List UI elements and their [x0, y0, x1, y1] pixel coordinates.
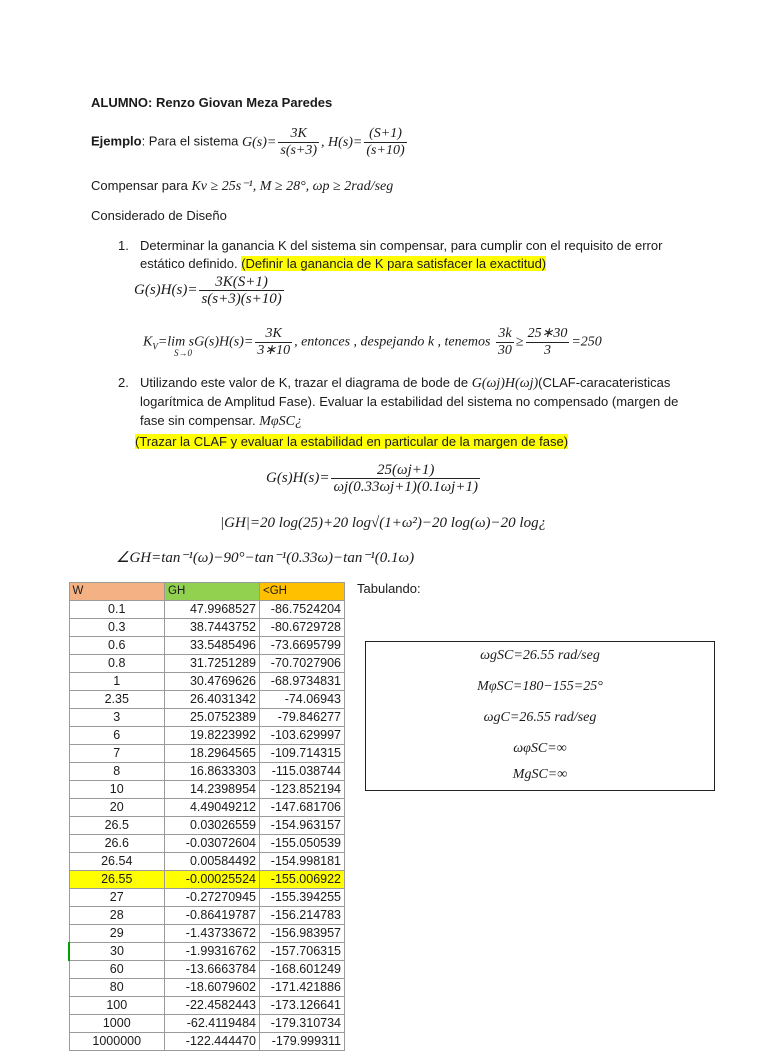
phase-equation: ∠GH=tan⁻¹(ω)−90°−tan⁻¹(0.33ω)−tan⁻¹(0.1ω): [116, 550, 415, 566]
kv-limsub: S→0: [174, 348, 192, 358]
table-cell: 0.1: [69, 601, 165, 619]
table-row: [69, 979, 345, 997]
kv-result: =250: [571, 334, 602, 350]
example-label: Ejemplo: [91, 133, 142, 149]
table-cell: 27: [69, 889, 165, 907]
g-denominator: s(s+3): [280, 143, 318, 158]
table-cell: 26.4031342: [165, 691, 260, 709]
table-row: [69, 727, 345, 745]
table-cell: 4.49049212: [165, 799, 260, 817]
table-cell: 60: [69, 961, 165, 979]
kv-sub: V: [152, 341, 158, 352]
table-cell: 2.35: [69, 691, 165, 709]
step2-line3-math: MφSC¿: [259, 414, 302, 429]
table-cell: -115.038744: [260, 763, 345, 781]
table-cell: 80: [69, 979, 165, 997]
table-row: [69, 799, 345, 817]
table-cell: -13.6663784: [165, 961, 260, 979]
table-cell: 8: [69, 763, 165, 781]
step1-highlight: (Definir la ganancia de K para satisfacer la exactitud): [241, 256, 547, 271]
step2-line1a: Utilizando este valor de K, trazar el diagrama de bode de: [140, 375, 469, 390]
table-cell: 30: [69, 943, 165, 961]
table-row: [69, 1015, 345, 1033]
table-cell: 28: [69, 907, 165, 925]
table-cell: -86.7524204: [260, 601, 345, 619]
result-wgsc: ωgSC=26.55 rad/seg: [480, 648, 600, 663]
table-cell: -0.86419787: [165, 907, 260, 925]
table-cell: -154.963157: [260, 817, 345, 835]
table-cell: 1: [69, 673, 165, 691]
table-cell: 6: [69, 727, 165, 745]
table-cell: -156.214783: [260, 907, 345, 925]
table-cell: -0.00025524: [165, 871, 260, 889]
table-cell: 10: [69, 781, 165, 799]
table-row: [69, 853, 345, 871]
table-cell: -156.983957: [260, 925, 345, 943]
kv-lim: =lim sG(s)H(s)=: [157, 334, 254, 350]
step2-number: 2.: [118, 375, 129, 390]
table-cell: 20: [69, 799, 165, 817]
kv-den2: 30: [497, 343, 512, 358]
table-row: [69, 601, 345, 619]
table-cell: 0.8: [69, 655, 165, 673]
table-row: [69, 871, 345, 889]
table-cell: -79.846277: [260, 709, 345, 727]
step1-line2: [140, 255, 546, 273]
table-cell: -157.706315: [260, 943, 345, 961]
table-cell: 18.2964565: [165, 745, 260, 763]
table-cell: -0.03072604: [165, 835, 260, 853]
table-header-row: [69, 583, 345, 601]
kv-text: , entonces , despejando k , tenemos: [294, 334, 491, 350]
table-row: [69, 619, 345, 637]
table-cell: 1000000: [69, 1033, 165, 1051]
table-cell: 0.3: [69, 619, 165, 637]
table-cell: -171.421886: [260, 979, 345, 997]
step2-gh-num: 25(ωj+1): [331, 462, 480, 479]
step2-line1b: (CLAF-caracateristicas: [538, 375, 671, 390]
table-cell: -62.4119484: [165, 1015, 260, 1033]
table-cell: 31.7251289: [165, 655, 260, 673]
table-cell: 1000: [69, 1015, 165, 1033]
kv-num3: 25∗30: [527, 326, 568, 341]
h-lhs: , H(s)=: [321, 134, 363, 150]
bode-data-table: [68, 582, 345, 1051]
table-row: [69, 637, 345, 655]
kv-den3: 3: [543, 343, 551, 358]
result-wphisc: ωφSC=∞: [513, 741, 567, 756]
table-cell: 38.7443752: [165, 619, 260, 637]
compensate-line: [91, 177, 393, 196]
kv-equation: [143, 326, 602, 359]
magnitude-equation: |GH|=20 log(25)+20 log√(1+ω²)−20 log(ω)−20 log¿: [220, 515, 547, 531]
step2-line1-math: G(ωj)H(ωj): [471, 376, 539, 391]
step2-gh-den: ωj(0.33ωj+1)(0.1ωj+1): [333, 479, 478, 495]
table-cell: -1.99316762: [165, 943, 260, 961]
table-cell: 7: [69, 745, 165, 763]
table-row: [69, 835, 345, 853]
table-cell: 19.8223992: [165, 727, 260, 745]
table-cell: 16.8633303: [165, 763, 260, 781]
table-cell: 26.6: [69, 835, 165, 853]
g-numerator: 3K: [278, 126, 319, 143]
kv-num: 3K: [255, 326, 292, 343]
table-cell: -168.601249: [260, 961, 345, 979]
table-cell: -147.681706: [260, 799, 345, 817]
bode-table: [68, 582, 345, 1048]
table-cell: -22.4582443: [165, 997, 260, 1015]
table-cell: 29: [69, 925, 165, 943]
table-cell: 47.9968527: [165, 601, 260, 619]
step2-line1: [140, 374, 670, 393]
table-row: [69, 655, 345, 673]
h-denominator: (s+10): [366, 143, 405, 158]
step1-gh-den: s(s+3)(s+10): [201, 291, 282, 307]
table-cell: 30.4769626: [165, 673, 260, 691]
table-cell: 0.00584492: [165, 853, 260, 871]
compensate-text: Compensar para: [91, 178, 188, 193]
table-cell: -155.006922: [260, 871, 345, 889]
result-wgc: ωgC=26.55 rad/seg: [483, 710, 597, 725]
student-name: ALUMNO: Renzo Giovan Meza Paredes: [91, 95, 333, 110]
table-cell: -74.06943: [260, 691, 345, 709]
table-cell: -70.7027906: [260, 655, 345, 673]
example-text: : Para el sistema: [141, 133, 239, 149]
table-cell: 100: [69, 997, 165, 1015]
table-row: [69, 781, 345, 799]
table-cell: 26.54: [69, 853, 165, 871]
tabulando-label: Tabulando:: [357, 581, 421, 596]
table-cell: -179.999311: [260, 1033, 345, 1051]
table-header-cell: <GH: [260, 583, 345, 601]
table-cell: -18.6079602: [165, 979, 260, 997]
step2-gh-equation: [266, 462, 482, 495]
table-row: [69, 997, 345, 1015]
step1-line1: Determinar la ganancia K del sistema sin compensar, para cumplir con el requisito de error: [140, 238, 663, 253]
design-title: Considerado de Diseño: [91, 208, 227, 223]
result-mgsc: MgSC=∞: [512, 767, 568, 782]
results-box: [365, 641, 715, 791]
table-header-cell: GH: [165, 583, 260, 601]
step2-highlight-line: [135, 433, 568, 451]
table-cell: -1.43733672: [165, 925, 260, 943]
step2-line2: logarítmica de Amplitud Fase). Evaluar la estabilidad del sistema no compensado (margen de: [140, 394, 679, 409]
table-cell: 26.5: [69, 817, 165, 835]
step1-gh-num: 3K(S+1): [199, 274, 283, 291]
kv-num2: 3k: [496, 326, 514, 343]
kv-lhs: K: [143, 334, 153, 350]
table-cell: -123.852194: [260, 781, 345, 799]
table-cell: -103.629997: [260, 727, 345, 745]
table-cell: -155.050539: [260, 835, 345, 853]
step1-gh-lhs: G(s)H(s)=: [134, 281, 198, 298]
table-cell: 33.5485496: [165, 637, 260, 655]
table-cell: -122.444470: [165, 1033, 260, 1051]
table-cell: 14.2398954: [165, 781, 260, 799]
table-row: [69, 907, 345, 925]
step2-gh-lhs: G(s)H(s)=: [266, 469, 330, 486]
step2-line3: [140, 412, 302, 431]
table-row: [69, 889, 345, 907]
step1-number: 1.: [118, 238, 129, 253]
table-cell: -173.126641: [260, 997, 345, 1015]
step1-gh-equation: [134, 274, 286, 307]
table-cell: -155.394255: [260, 889, 345, 907]
table-row: [69, 817, 345, 835]
kv-den: 3∗10: [257, 343, 291, 358]
compensate-spec: Kv ≥ 25s⁻¹, M ≥ 28°, ωp ≥ 2rad/seg: [191, 179, 394, 194]
table-row: [69, 691, 345, 709]
table-cell: -73.6695799: [260, 637, 345, 655]
table-cell: -68.9734831: [260, 673, 345, 691]
table-row: [69, 943, 345, 961]
table-cell: -0.27270945: [165, 889, 260, 907]
table-row: [69, 961, 345, 979]
table-cell: -80.6729728: [260, 619, 345, 637]
table-row: [69, 709, 345, 727]
table-cell: 0.6: [69, 637, 165, 655]
table-cell: 0.03026559: [165, 817, 260, 835]
table-row: [69, 763, 345, 781]
result-mphisc: MφSC=180−155=25°: [477, 679, 603, 694]
example-line: [91, 126, 409, 159]
g-lhs: G(s)=: [242, 134, 277, 150]
table-cell: -179.310734: [260, 1015, 345, 1033]
table-cell: 26.55: [69, 871, 165, 889]
table-header-cell: W: [69, 583, 165, 601]
table-cell: -154.998181: [260, 853, 345, 871]
table-cell: -109.714315: [260, 745, 345, 763]
kv-geq: ≥: [515, 334, 524, 350]
step2-line3-text: fase sin compensar.: [140, 413, 256, 428]
table-row: [69, 925, 345, 943]
table-cell: 25.0752389: [165, 709, 260, 727]
step1-line2-text: estático definido.: [140, 256, 242, 271]
table-row: [69, 745, 345, 763]
table-row: [69, 673, 345, 691]
table-cell: 3: [69, 709, 165, 727]
table-row: [69, 1033, 345, 1051]
h-numerator: (S+1): [364, 126, 406, 143]
step2-highlight: (Trazar la CLAF y evaluar la estabilidad en particular de la margen de fase): [135, 434, 569, 449]
